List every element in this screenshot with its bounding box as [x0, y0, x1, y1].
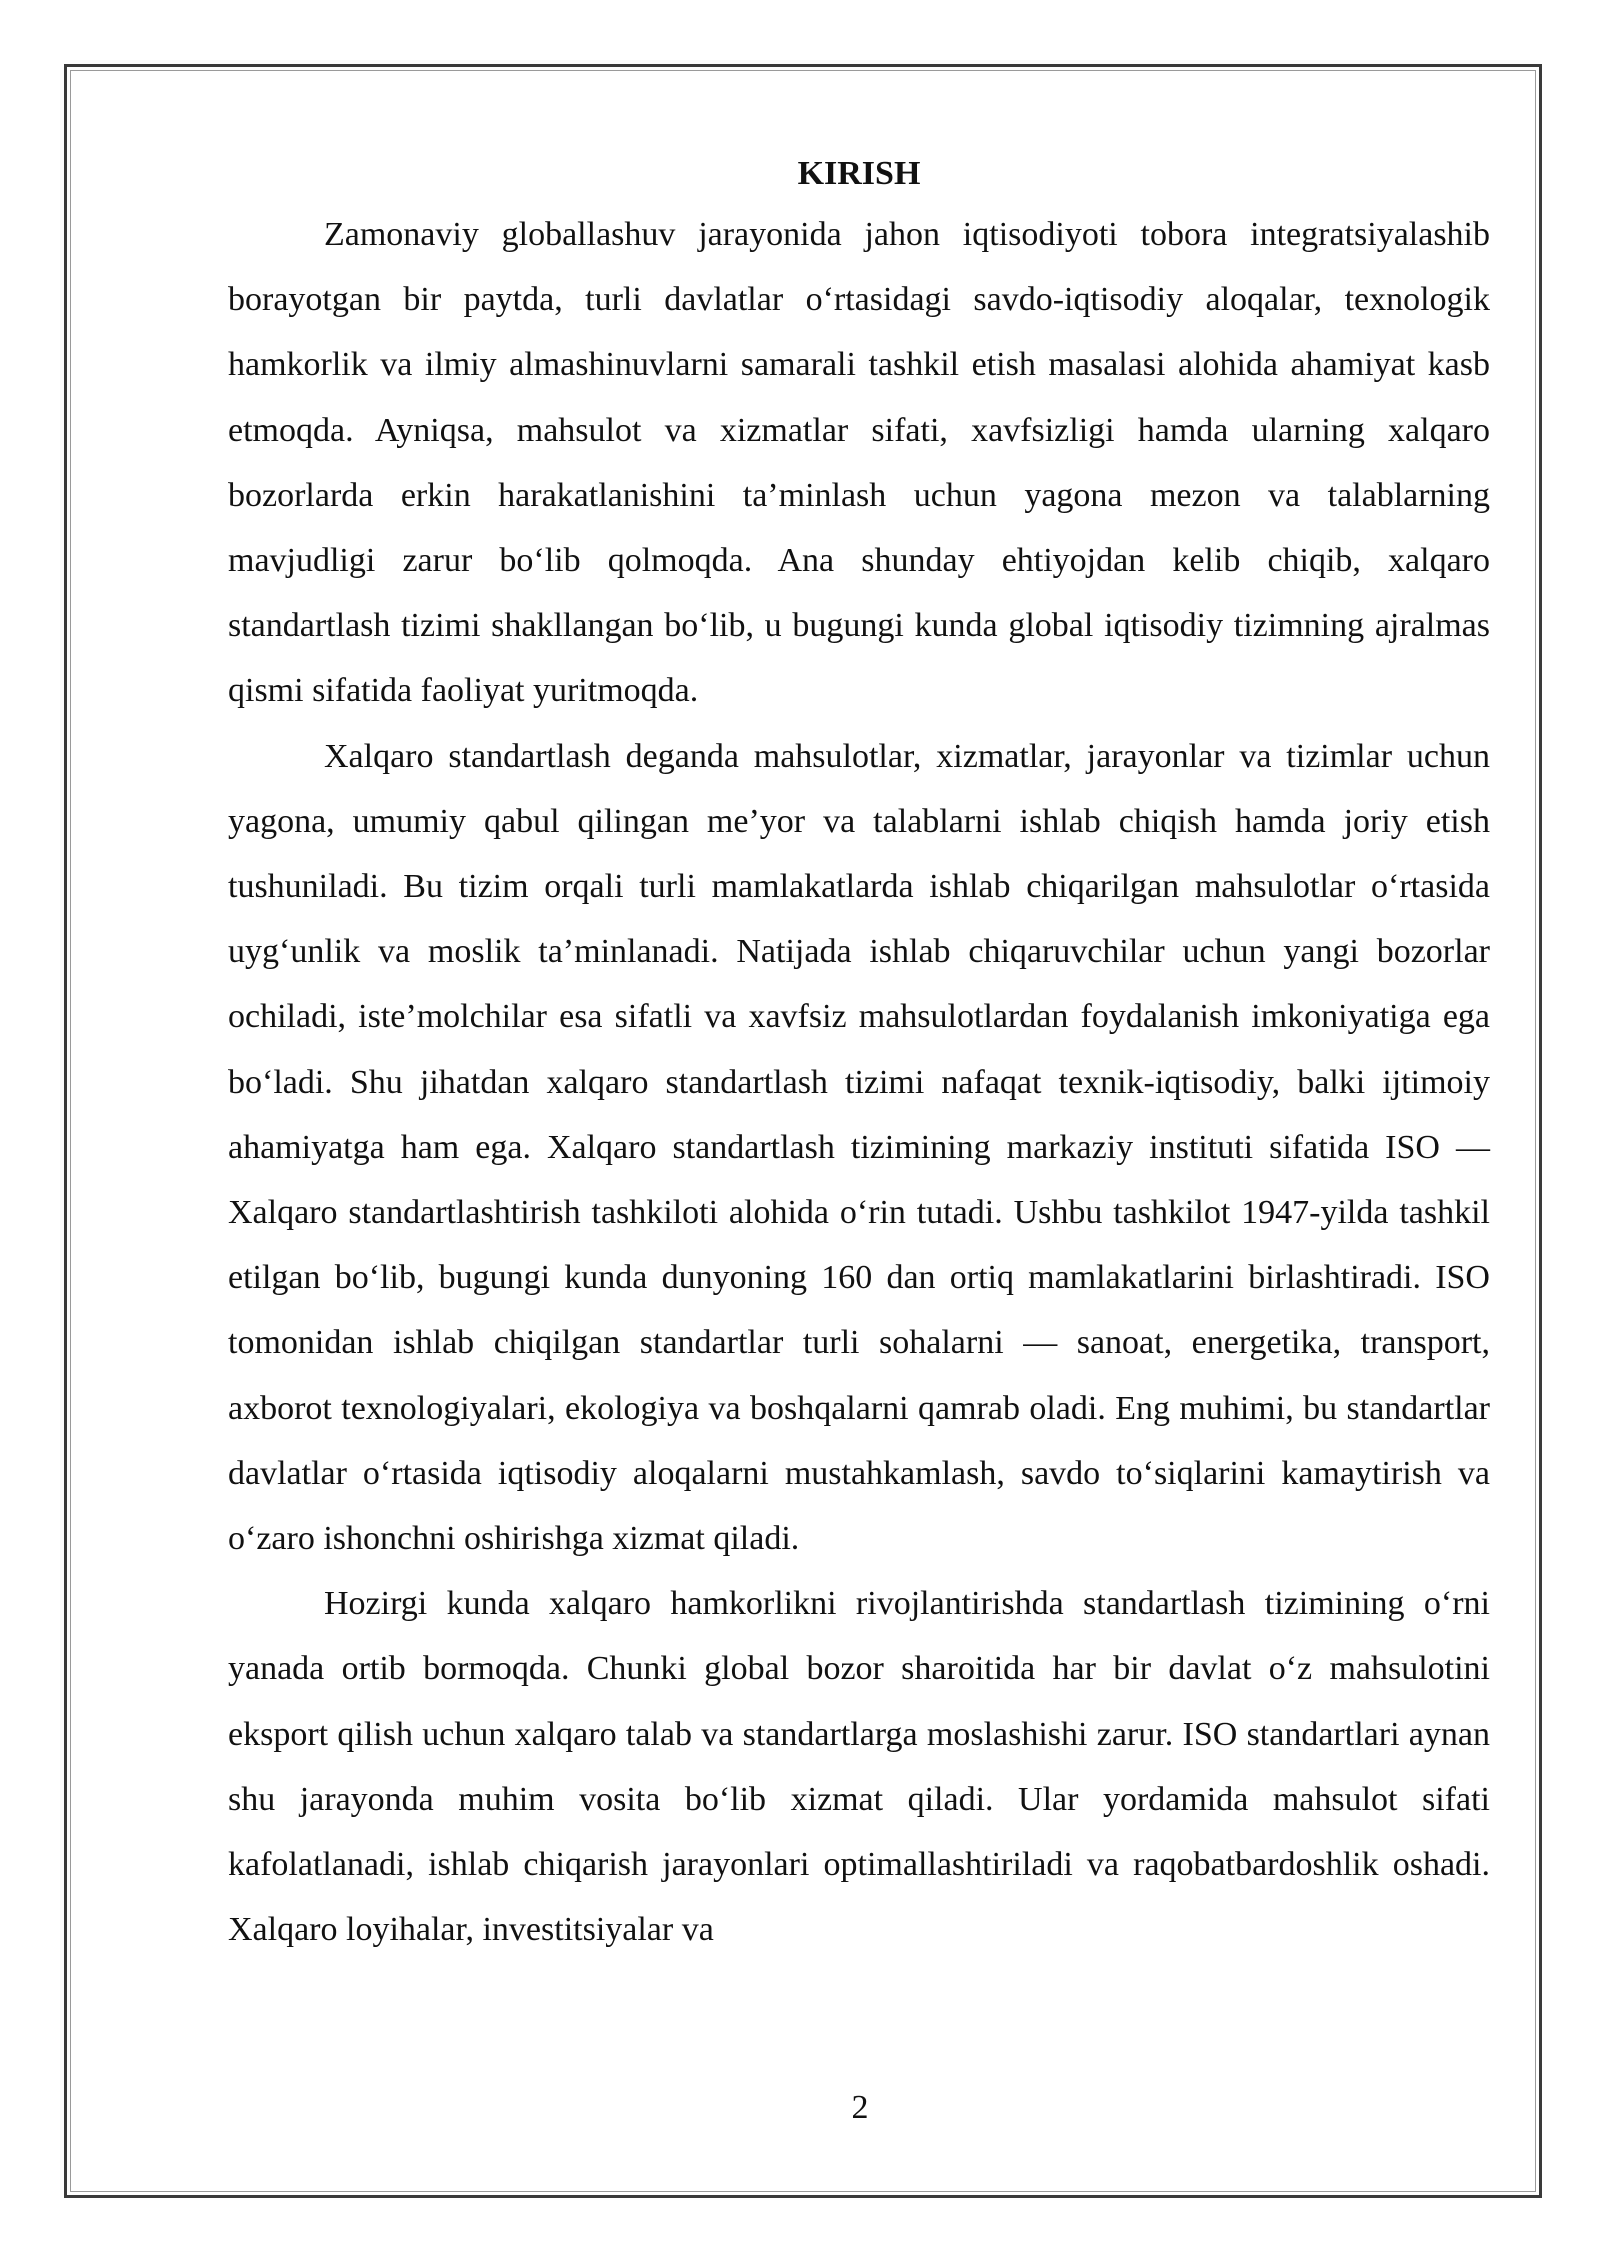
- paragraph-3: Hozirgi kunda xalqaro hamkorlikni rivojlantirishda standartlash tizimining o‘rni yanada ortib bormoqda. Chunki global bozor sharoitida har bir davlat o‘z mahsulotini eksport qilish uchun xalqaro talab va standartlarga moslashishi zarur. ISO standartlari aynan shu jarayonda muhim vosita bo‘lib xizmat qiladi. Ular yordamida mahsulot sifati kafolatlanadi, ishlab chiqarish jarayonlari optimallashtiriladi va raqobatbardoshlik oshadi. Xalqaro loyihalar, investitsiyalar va: [228, 1585, 1490, 1949]
- paragraph-1: Zamonaviy globallashuv jarayonida jahon iqtisodiyoti tobora integratsiyalashib borayotgan bir paytda, turli davlatlar o‘rtasidagi savdo-iqtisodiy aloqalar, texnologik hamkorlik va ilmiy almashinuvlarni samarali tashkil etish masalasi alohida ahamiyat kasb etmoqda. Ayniqsa, mahsulot va xizmatlar sifati, xavfsizligi hamda ularning xalqaro bozorlarda erkin harakatlanishini ta’minlash uchun yagona mezon va talablarning mavjudligi zarur bo‘lib qolmoqda. Ana shunday ehtiyojdan kelib chiqib, xalqaro standartlash tizimi shakllangan bo‘lib, u bugungi kunda global iqtisodiy tizimning ajralmas qismi sifatida faoliyat yuritmoqda.: [228, 216, 1490, 710]
- section-heading: KIRISH: [797, 155, 921, 192]
- document-body: [228, 146, 1490, 1962]
- page-number: 2: [851, 2089, 869, 2126]
- paragraph-2: Xalqaro standartlash deganda mahsulotlar, xizmatlar, jarayonlar va tizimlar uchun yagona, umumiy qabul qilingan me’yor va talablarni ishlab chiqish hamda joriy etish tushuniladi. Bu tizim orqali turli mamlakatlarda ishlab chiqarilgan mahsulotlar o‘rtasida uyg‘unlik va moslik ta’minlanadi. Natijada ishlab chiqaruvchilar uchun yangi bozorlar ochiladi, iste’molchilar esa sifatli va xavfsiz mahsulotlardan foydalanish imkoniyatiga ega bo‘ladi. Shu jihatdan xalqaro standartlash tizimi nafaqat texnik-iqtisodiy, balki ijtimoiy ahamiyatga ham ega. Xalqaro standartlash tizimining markaziy instituti sifatida ISO — Xalqaro standartlashtirish tashkiloti alohida o‘rin tutadi. Ushbu tashkilot 1947-yilda tashkil etilgan bo‘lib, bugungi kunda dunyoning 160 dan ortiq mamlakatlarini birlashtiradi. ISO tomonidan ishlab chiqilgan standartlar turli sohalarni — sanoat, energetika, transport, axborot texnologiyalari, ekologiya va boshqalarni qamrab oladi. Eng muhimi, bu standartlar davlatlar o‘rtasida iqtisodiy aloqalarni mustahkamlash, savdo to‘siqlarini kamaytirish va o‘zaro ishonchni oshirishga xizmat qiladi.: [228, 737, 1490, 1558]
